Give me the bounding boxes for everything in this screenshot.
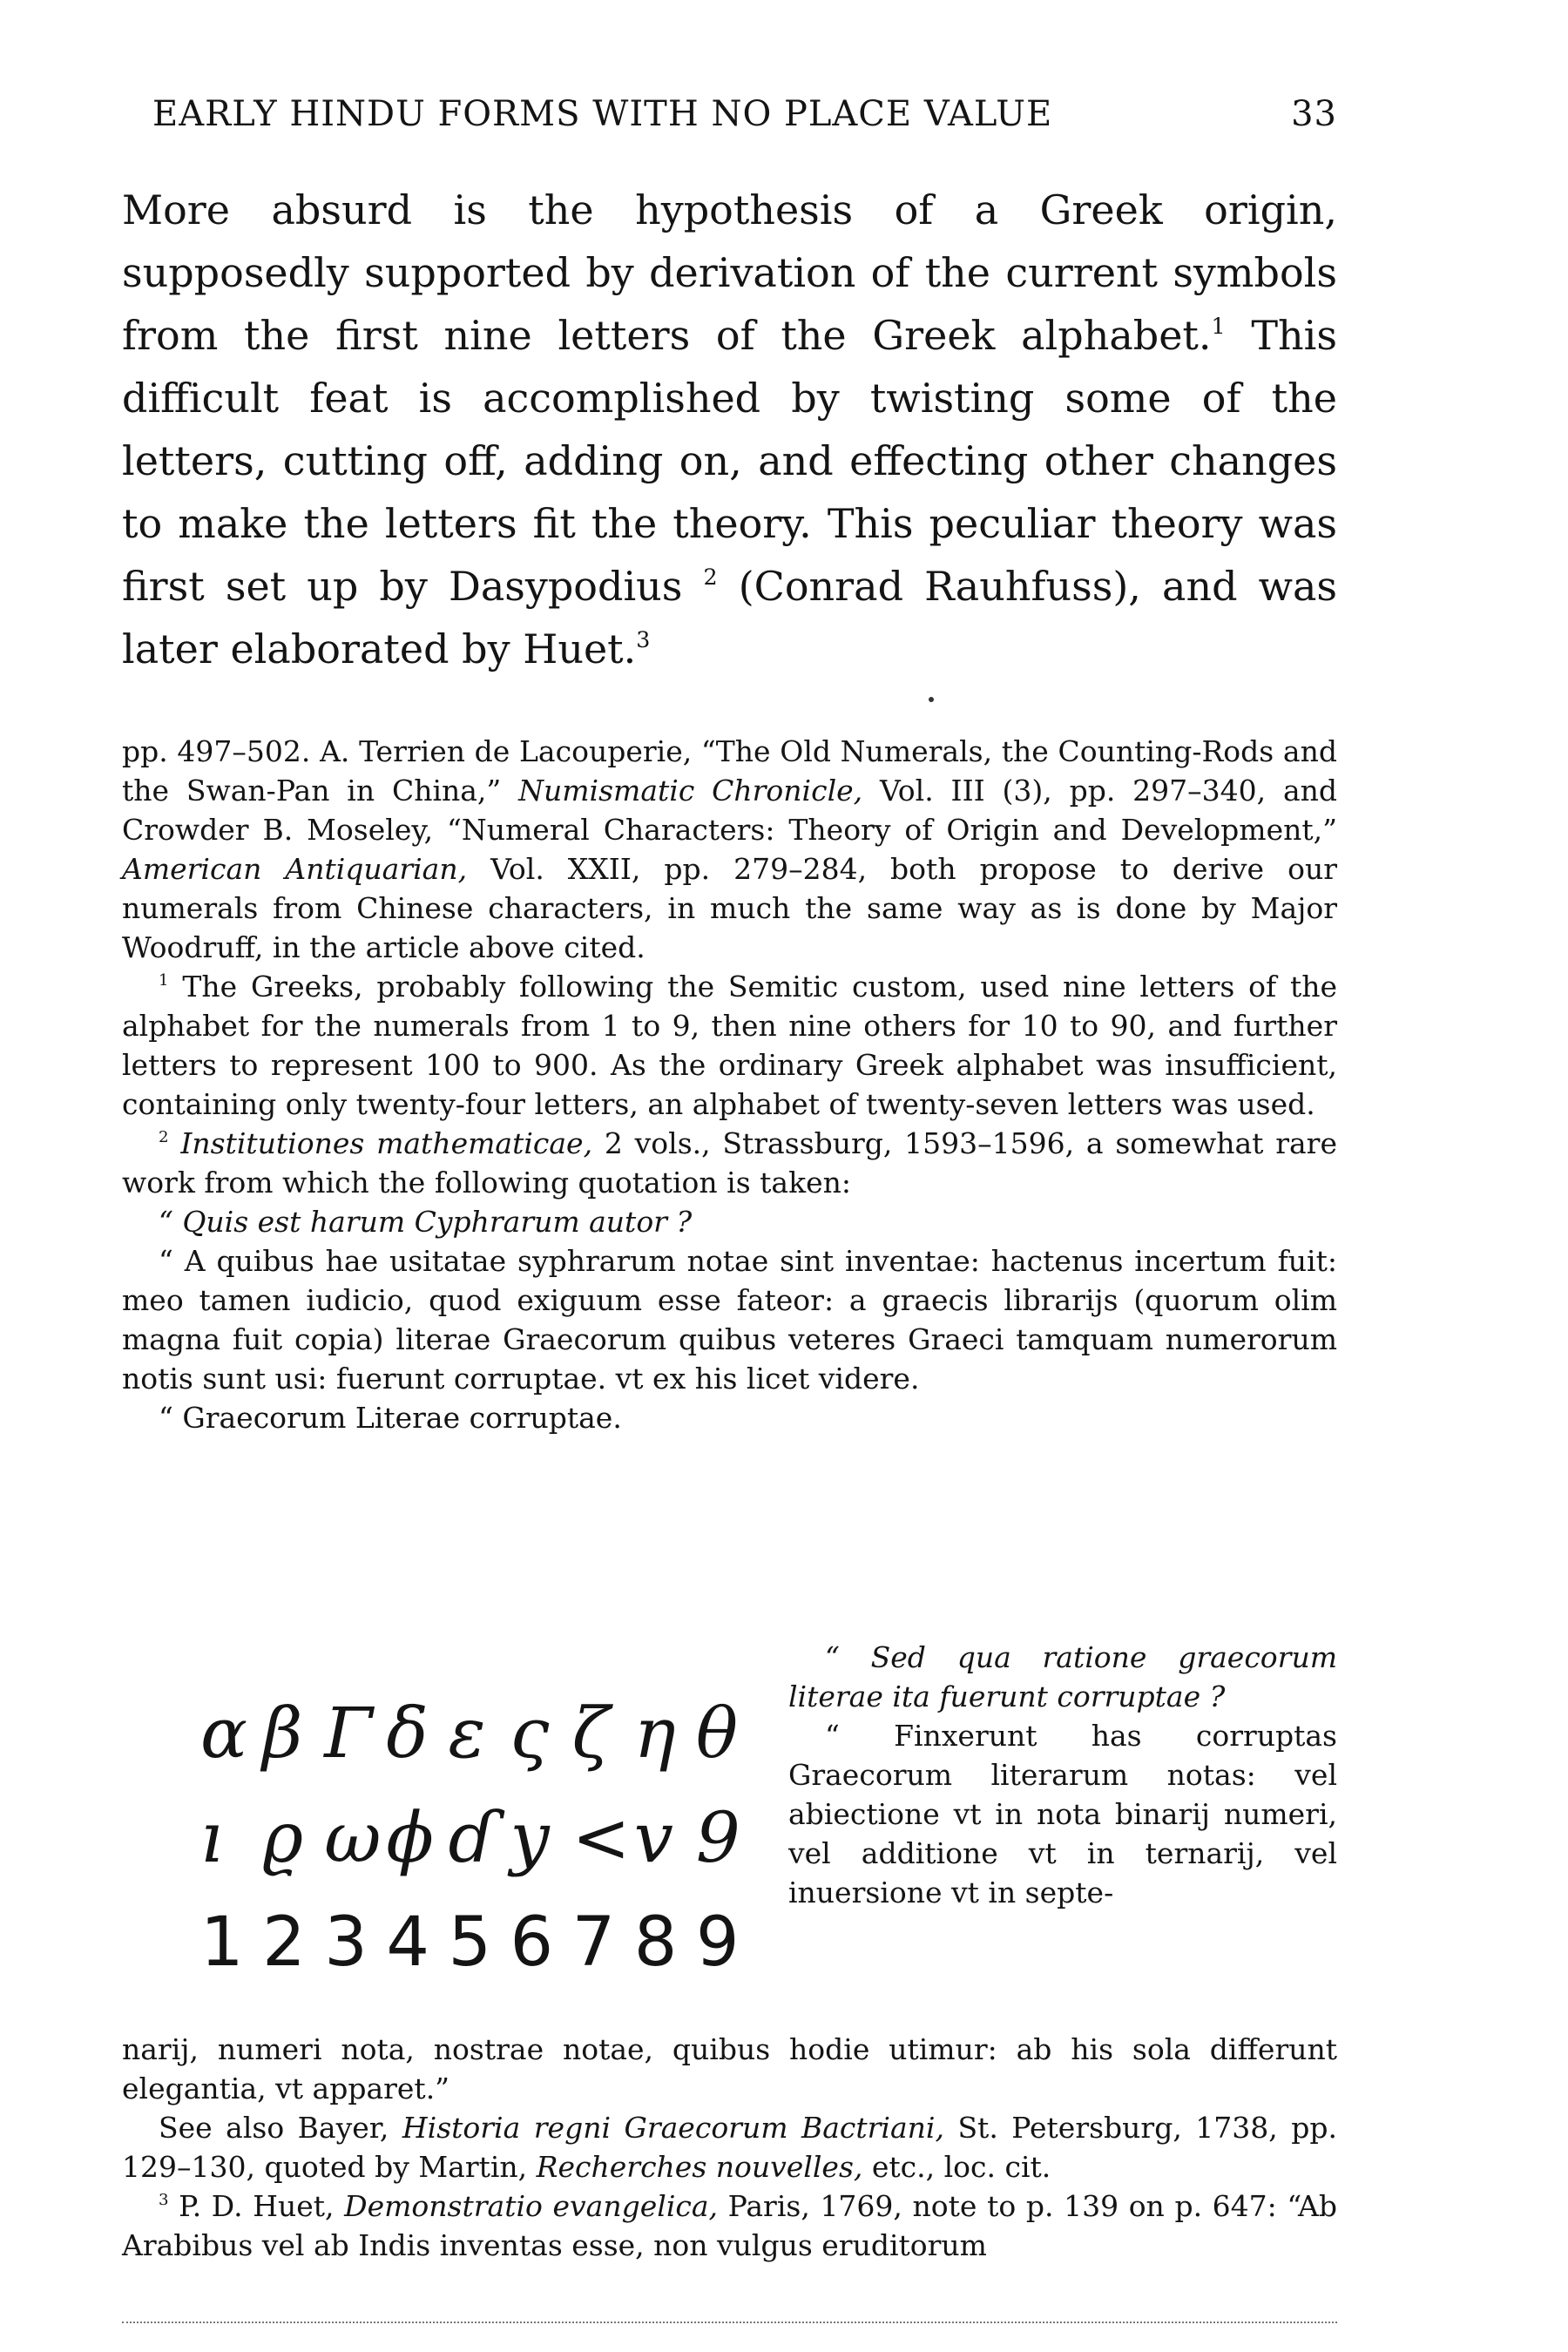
footnote-3-mark: 3 bbox=[159, 2190, 169, 2209]
figure-row-corrupted bbox=[183, 1794, 775, 1890]
footnote-cont-text-a: pp. 497–502. A. Terrien de Lacouperie, “The Old Numerals, the Counting-Rods and the Swan-Pan in China,” bbox=[122, 734, 1337, 808]
corrupted-letter-2: ϱ bbox=[262, 1797, 304, 1878]
greek-letter-6: ς bbox=[510, 1693, 550, 1774]
main-text-b: This difficult feat is accomplished by twisting some of the letters, cutting off, adding on, and effecting other changes to make the letters fit the theory. This peculiar theory was first set up by Dasypodius bbox=[122, 312, 1337, 610]
corrupted-letter-5: ɗ bbox=[448, 1797, 497, 1878]
cut-off-line bbox=[122, 2322, 1337, 2325]
side-quote bbox=[788, 1638, 1337, 1912]
figure-row-numerals bbox=[183, 1899, 775, 1995]
side-quote-question bbox=[788, 1638, 1337, 1716]
see-also-b: St. Petersburg, 1738, pp. 129–130, quoted by Martin, bbox=[122, 2111, 1337, 2184]
footnote-ref-3: 3 bbox=[636, 626, 651, 652]
numeral-1: 1 bbox=[200, 1903, 244, 1982]
figure-row-greek bbox=[183, 1690, 775, 1786]
footnote-ref-1: 1 bbox=[1211, 313, 1226, 339]
see-also-a: See also Bayer, bbox=[159, 2111, 402, 2145]
numeral-4: 4 bbox=[386, 1903, 429, 1982]
footnote-1-text: The Greeks, probably following the Semitic custom, used nine letters of the alphabet for the numerals from 1 to 9, then nine others for 10 to 90, and further letters to represent 100 to 900. As the ordinary Greek alphabet was insufficient, containing only twenty-four letters, an alphabet of twenty-seven letters was used. bbox=[122, 970, 1337, 1121]
greek-letter-3: Γ bbox=[324, 1693, 373, 1774]
see-also-c: etc., loc. cit. bbox=[862, 2150, 1051, 2184]
see-also-title-2: Recherches nouvelles, bbox=[536, 2150, 863, 2184]
footnote-cont-text-c: Vol. XXII, pp. 279–284, both propose to derive our numerals from Chinese characters, in much the same way as is done by Major Woodruff, in the article above cited. bbox=[122, 852, 1337, 964]
footnote-1-mark: 1 bbox=[159, 970, 169, 990]
journal-title-american-antiquarian: American Antiquarian, bbox=[122, 852, 468, 886]
numeral-2: 2 bbox=[262, 1903, 306, 1982]
footnote-3-a: P. D. Huet, bbox=[168, 2189, 345, 2223]
quote-line-2: “ A quibus hae usitatae syphrarum notae sint inventae: hactenus incertum fuit: meo tamen iudicio, quod exiguum esse fateor: a graecis librarijs (quorum olim magna fuit copia) literae Graecorum quibus veteres Graeci tamquam numerorum notis sunt usi: fuerunt corruptae. vt ex his licet videre. bbox=[122, 1244, 1337, 1396]
corrupted-letters-figure bbox=[183, 1690, 775, 2004]
greek-letter-2: β bbox=[262, 1693, 303, 1774]
greek-letter-4: δ bbox=[386, 1693, 429, 1774]
numeral-7: 7 bbox=[571, 1903, 616, 1982]
footnote-cont-text-b: Vol. III (3), pp. 297–340, and Crowder B. Moseley, “Numeral Characters: Theory of Origin and Development,” bbox=[122, 774, 1338, 847]
numeral-6: 6 bbox=[510, 1903, 554, 1982]
see-also-title-1: Historia regni Graecorum Bactriani, bbox=[402, 2111, 944, 2145]
footnote-2-title: Institutiones mathematicae, bbox=[180, 1126, 593, 1160]
greek-letter-5: ε bbox=[448, 1693, 486, 1774]
footnote-tail bbox=[122, 2030, 1337, 2265]
see-also bbox=[122, 2108, 1337, 2186]
running-head-title: EARLY HINDU FORMS WITH NO PLACE VALUE bbox=[152, 94, 1053, 134]
numeral-9: 9 bbox=[695, 1903, 740, 1982]
numeral-3: 3 bbox=[324, 1903, 368, 1982]
numeral-5: 5 bbox=[448, 1903, 492, 1982]
journal-title-numismatic: Numismatic Chronicle, bbox=[518, 774, 863, 808]
page-number: 33 bbox=[1291, 94, 1337, 134]
footnote-2 bbox=[122, 1124, 1337, 1202]
greek-letter-8: η bbox=[633, 1693, 676, 1774]
greek-letter-9: θ bbox=[695, 1693, 739, 1774]
corrupted-letter-8: v bbox=[633, 1797, 673, 1878]
corrupted-letter-4: ϕ bbox=[386, 1797, 434, 1878]
footnote-ref-2: 2 bbox=[703, 564, 718, 590]
greek-letter-1: α bbox=[200, 1693, 248, 1774]
numeral-8: 8 bbox=[633, 1903, 678, 1982]
quote-line-3: “ Graecorum Literae corruptae. bbox=[159, 1401, 622, 1435]
footnote-2-text: 2 vols., Strassburg, 1593–1596, a somewhat rare work from which the following quotation is taken: bbox=[122, 1126, 1337, 1200]
footnote-1 bbox=[122, 967, 1337, 1124]
quote-1-text: “ Quis est harum Cyphrarum autor ? bbox=[159, 1205, 693, 1239]
stray-dot bbox=[929, 697, 934, 702]
main-text-a: More absurd is the hypothesis of a Greek origin, supposedly supported by derivation of the current symbols from the first nine letters of the Greek alphabet. bbox=[122, 186, 1337, 359]
corrupted-letter-9: 9 bbox=[695, 1797, 740, 1878]
footnote-3-b: Paris, 1769, note to p. 139 on p. 647: “Ab Arabibus vel ab Indis inventas esse, non vulgus eruditorum bbox=[122, 2189, 1337, 2262]
footnote-continuation bbox=[122, 732, 1337, 967]
corrupted-letter-1: ı bbox=[200, 1797, 223, 1878]
side-quote-question-text: “ Sed qua ratione graecorum literae ita fuerunt corruptae ? bbox=[788, 1640, 1337, 1713]
greek-letter-7: ζ bbox=[571, 1693, 611, 1774]
footnote-2-mark: 2 bbox=[159, 1127, 169, 1146]
corrupted-letter-7: < bbox=[571, 1797, 631, 1878]
corrupted-letter-6: y bbox=[510, 1797, 550, 1878]
footnotes bbox=[122, 732, 1337, 1437]
quote-line-1 bbox=[122, 1202, 1337, 1241]
main-text-c: (Conrad Rauhfuss), and was later elaborated by Huet. bbox=[122, 563, 1338, 672]
corrupted-letter-3: ω bbox=[324, 1797, 382, 1878]
main-paragraph bbox=[122, 179, 1337, 680]
footnote-3 bbox=[122, 2186, 1337, 2265]
side-quote-answer: “ Finxerunt has corruptas Graecorum literarum notas: vel abiectione vt in nota binarij numeri, vel additione vt in ternarij, vel inuersione vt in septe- bbox=[788, 1719, 1337, 1909]
quote-continuation: narij, numeri nota, nostrae notae, quibus hodie utimur: ab his sola differunt elegantia, vt apparet.” bbox=[122, 2032, 1337, 2105]
footnote-3-title: Demonstratio evangelica, bbox=[344, 2189, 719, 2223]
